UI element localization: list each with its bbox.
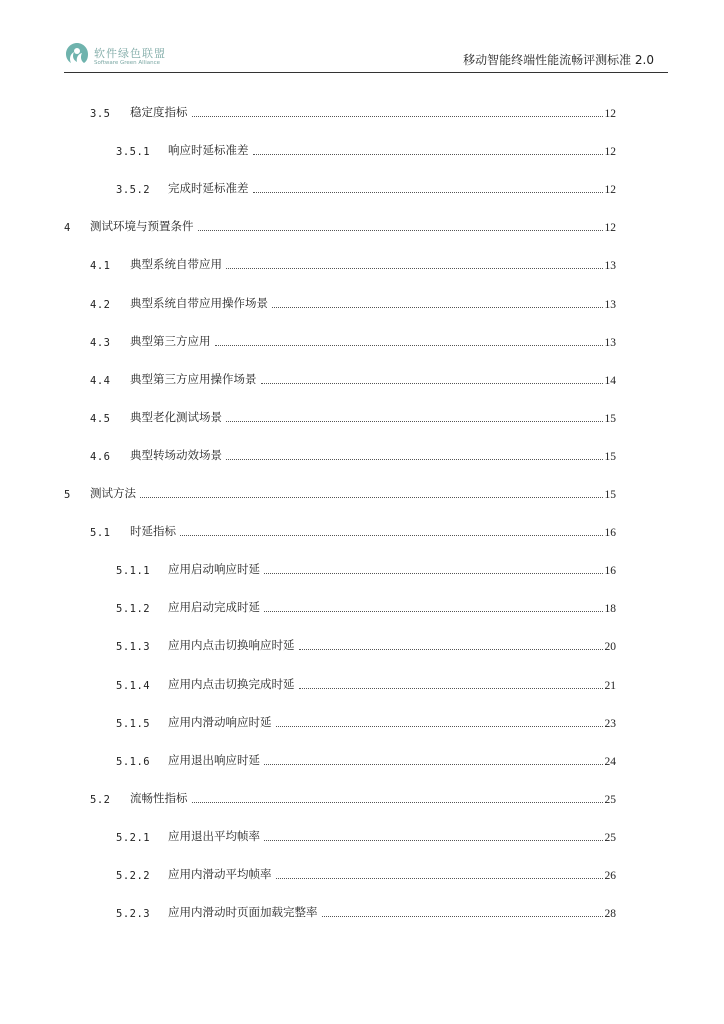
toc-entry-title: 应用内滑动时页面加载完整率 xyxy=(168,905,318,919)
toc-entry-title: 完成时延标准差 xyxy=(168,181,249,195)
toc-entry-page: 12 xyxy=(604,108,616,120)
toc-entry-title: 流畅性指标 xyxy=(130,791,188,805)
logo-english-name: Software Green Alliance xyxy=(94,60,161,66)
toc-entry[interactable] xyxy=(116,714,616,730)
toc-entry-page: 16 xyxy=(604,565,616,577)
page-header xyxy=(64,40,668,74)
logo-chinese-name: 软件绿色联盟 xyxy=(94,47,166,60)
document-title: 移动智能终端性能流畅评测标准 2.0 xyxy=(463,53,654,67)
toc-dot-leader xyxy=(264,839,603,841)
toc-entry[interactable] xyxy=(90,523,616,539)
toc-entry-number: 5.1.6 xyxy=(116,756,151,768)
toc-dot-leader xyxy=(299,648,603,650)
toc-entry[interactable] xyxy=(90,447,616,463)
toc-dot-leader xyxy=(253,191,603,193)
toc-entry-page: 23 xyxy=(604,718,616,730)
toc-entry-number: 4.2 xyxy=(90,299,111,311)
toc-entry-page: 28 xyxy=(604,908,616,920)
toc-entry-number: 5.1.1 xyxy=(116,565,151,577)
toc-entry-number: 3.5.1 xyxy=(116,146,151,158)
alliance-logo-icon xyxy=(64,41,90,67)
toc-entry[interactable] xyxy=(90,790,616,806)
header-divider xyxy=(64,72,668,73)
toc-entry[interactable] xyxy=(90,104,616,120)
toc-dot-leader xyxy=(198,229,603,231)
toc-entry-number: 5.2.2 xyxy=(116,870,151,882)
toc-entry-number: 5.2.1 xyxy=(116,832,151,844)
toc-dot-leader xyxy=(226,458,603,460)
toc-entry-title: 应用启动完成时延 xyxy=(168,600,260,614)
toc-entry-number: 3.5 xyxy=(90,108,111,120)
toc-entry[interactable] xyxy=(116,599,616,615)
toc-dot-leader xyxy=(180,534,603,536)
toc-entry[interactable] xyxy=(90,409,616,425)
toc-dot-leader xyxy=(322,915,603,917)
toc-entry[interactable] xyxy=(116,904,616,920)
toc-entry-title: 应用内滑动响应时延 xyxy=(168,715,272,729)
toc-entry-title: 典型第三方应用操作场景 xyxy=(130,372,257,386)
toc-dot-leader xyxy=(226,267,603,269)
toc-entry-number: 5 xyxy=(64,489,71,501)
toc-entry-page: 24 xyxy=(604,756,616,768)
toc-entry-page: 15 xyxy=(604,413,616,425)
toc-entry-page: 15 xyxy=(604,489,616,501)
toc-dot-leader xyxy=(264,610,603,612)
toc-entry-page: 20 xyxy=(604,641,616,653)
toc-entry-page: 13 xyxy=(604,299,616,311)
toc-dot-leader xyxy=(264,763,603,765)
toc-entry[interactable] xyxy=(90,333,616,349)
toc-entry-page: 25 xyxy=(604,832,616,844)
toc-entry-number: 5.1.4 xyxy=(116,680,151,692)
toc-entry-page: 25 xyxy=(604,794,616,806)
toc-dot-leader xyxy=(261,382,603,384)
toc-entry[interactable] xyxy=(116,752,616,768)
toc-entry-title: 典型老化测试场景 xyxy=(130,410,222,424)
toc-entry-number: 5.2 xyxy=(90,794,111,806)
toc-entry-number: 4.1 xyxy=(90,260,111,272)
toc-entry[interactable] xyxy=(90,256,616,272)
toc-entry-title: 稳定度指标 xyxy=(130,105,188,119)
toc-entry-page: 12 xyxy=(604,184,616,196)
toc-entry-page: 16 xyxy=(604,527,616,539)
toc-entry-page: 14 xyxy=(604,375,616,387)
toc-dot-leader xyxy=(192,115,603,117)
toc-entry-number: 4.3 xyxy=(90,337,111,349)
toc-dot-leader xyxy=(299,687,603,689)
toc-entry[interactable] xyxy=(116,866,616,882)
toc-entry-title: 时延指标 xyxy=(130,524,176,538)
toc-entry[interactable] xyxy=(116,676,616,692)
toc-entry[interactable] xyxy=(90,295,616,311)
toc-entry[interactable] xyxy=(90,371,616,387)
toc-entry[interactable] xyxy=(116,180,616,196)
toc-dot-leader xyxy=(264,572,603,574)
toc-entry[interactable] xyxy=(64,218,616,234)
toc-entry-page: 15 xyxy=(604,451,616,463)
toc-entry-number: 5.2.3 xyxy=(116,908,151,920)
toc-entry-page: 21 xyxy=(604,680,616,692)
toc-dot-leader xyxy=(272,306,603,308)
toc-entry[interactable] xyxy=(116,828,616,844)
toc-entry-title: 响应时延标准差 xyxy=(168,143,249,157)
toc-entry-title: 测试环境与预置条件 xyxy=(90,219,194,233)
toc-dot-leader xyxy=(276,725,603,727)
toc-dot-leader xyxy=(276,877,603,879)
toc-entry-title: 应用内点击切换响应时延 xyxy=(168,638,295,652)
toc-entry-number: 4.5 xyxy=(90,413,111,425)
toc-entry-number: 5.1.5 xyxy=(116,718,151,730)
toc-entry-number: 5.1 xyxy=(90,527,111,539)
toc-entry-title: 典型转场动效场景 xyxy=(130,448,222,462)
toc-entry-number: 4 xyxy=(64,222,71,234)
toc-entry-page: 18 xyxy=(604,603,616,615)
toc-entry-page: 12 xyxy=(604,146,616,158)
toc-entry-number: 4.6 xyxy=(90,451,111,463)
toc-dot-leader xyxy=(215,344,603,346)
toc-entry-page: 12 xyxy=(604,222,616,234)
toc-entry-number: 3.5.2 xyxy=(116,184,151,196)
toc-entry-title: 典型第三方应用 xyxy=(130,334,211,348)
toc-dot-leader xyxy=(226,420,603,422)
toc-entry-title: 典型系统自带应用 xyxy=(130,257,222,271)
toc-entry-page: 13 xyxy=(604,337,616,349)
toc-entry-title: 应用启动响应时延 xyxy=(168,562,260,576)
toc-entry-number: 4.4 xyxy=(90,375,111,387)
toc-entry-title: 测试方法 xyxy=(90,486,136,500)
toc-entry[interactable] xyxy=(116,561,616,577)
alliance-logo xyxy=(64,40,174,72)
toc-entry-title: 应用退出平均帧率 xyxy=(168,829,260,843)
toc-dot-leader xyxy=(192,801,603,803)
toc-entry-page: 13 xyxy=(604,260,616,272)
toc-entry-title: 应用内滑动平均帧率 xyxy=(168,867,272,881)
toc-entry-title: 典型系统自带应用操作场景 xyxy=(130,296,268,310)
toc-entry-number: 5.1.3 xyxy=(116,641,151,653)
toc-entry-title: 应用内点击切换完成时延 xyxy=(168,677,295,691)
toc-dot-leader xyxy=(140,496,603,498)
toc-entry[interactable] xyxy=(116,637,616,653)
toc-entry[interactable] xyxy=(64,485,616,501)
toc-entry-page: 26 xyxy=(604,870,616,882)
toc-dot-leader xyxy=(253,153,603,155)
toc-entry[interactable] xyxy=(116,142,616,158)
toc-entry-title: 应用退出响应时延 xyxy=(168,753,260,767)
toc-entry-number: 5.1.2 xyxy=(116,603,151,615)
